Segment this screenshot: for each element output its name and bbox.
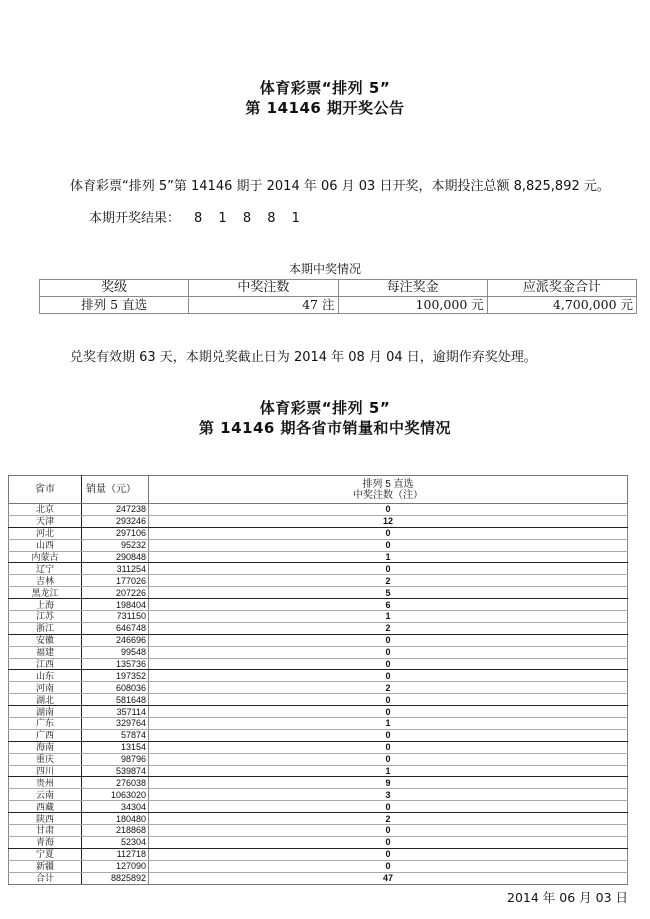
province-sales: 1063020 — [82, 789, 149, 801]
header-winner-count: 中奖注数 — [189, 280, 338, 297]
header-wins-line2: 中奖注数（注） — [353, 489, 423, 501]
province-wins: 0 — [149, 670, 628, 682]
province-row — [9, 836, 628, 848]
province-table-header-row — [9, 476, 628, 504]
province-name: 青海 — [9, 836, 82, 848]
province-row — [9, 729, 628, 741]
province-wins: 0 — [149, 753, 628, 765]
province-row — [9, 741, 628, 753]
province-row — [9, 587, 628, 599]
province-sales: 99548 — [82, 646, 149, 658]
province-wins: 0 — [149, 504, 628, 516]
province-wins: 0 — [149, 527, 628, 539]
header-prize-per-bet: 每注奖金 — [338, 280, 487, 297]
province-name: 福建 — [9, 646, 82, 658]
province-sales: 177026 — [82, 575, 149, 587]
prize-level: 排列 5 直选 — [40, 297, 189, 314]
province-row — [9, 706, 628, 718]
header-province: 省市 — [9, 476, 82, 504]
draw-result-label: 本期开奖结果： — [89, 211, 181, 226]
province-row — [9, 599, 628, 611]
province-wins: 12 — [149, 515, 628, 527]
province-row — [9, 765, 628, 777]
province-sales: 297106 — [82, 527, 149, 539]
province-sales: 13154 — [82, 741, 149, 753]
province-wins: 0 — [149, 848, 628, 860]
province-wins: 0 — [149, 694, 628, 706]
province-name: 广东 — [9, 718, 82, 730]
province-name: 西藏 — [9, 801, 82, 813]
header-prize-total: 应派奖金合计 — [487, 280, 636, 297]
province-sales-table — [8, 475, 628, 885]
province-row — [9, 813, 628, 825]
province-wins: 0 — [149, 646, 628, 658]
province-name: 新疆 — [9, 860, 82, 872]
draw-result — [89, 211, 306, 227]
announcement-subtitle: 第 14146 期开奖公告 — [245, 99, 405, 117]
province-table-body — [9, 504, 628, 885]
province-section-subtitle: 第 14146 期各省市销量和中奖情况 — [198, 419, 452, 437]
draw-summary-text: 体育彩票“排列 5”第 14146 期于 2014 年 06 月 03 日开奖，本期投注总额 8,825,892 元。 — [70, 179, 610, 194]
prize-table-header-row — [40, 280, 637, 297]
province-name: 海南 — [9, 741, 82, 753]
province-sales: 34304 — [82, 801, 149, 813]
province-sales: 127090 — [82, 860, 149, 872]
province-sales: 247238 — [82, 504, 149, 516]
announcement-title: 体育彩票“排列 5” — [259, 79, 391, 97]
province-wins: 0 — [149, 825, 628, 837]
province-row — [9, 539, 628, 551]
province-wins: 6 — [149, 599, 628, 611]
province-sales: 608036 — [82, 682, 149, 694]
province-sales: 293246 — [82, 515, 149, 527]
province-name: 上海 — [9, 599, 82, 611]
province-sales: 95232 — [82, 539, 149, 551]
prize-total: 4,700,000 元 — [487, 297, 636, 314]
province-name: 贵州 — [9, 777, 82, 789]
province-name: 黑龙江 — [9, 587, 82, 599]
province-name: 辽宁 — [9, 563, 82, 575]
province-wins: 5 — [149, 587, 628, 599]
province-wins: 2 — [149, 575, 628, 587]
province-wins: 9 — [149, 777, 628, 789]
header-sales: 销量（元） — [82, 476, 149, 504]
prize-per-bet: 100,000 元 — [338, 297, 487, 314]
province-wins: 2 — [149, 682, 628, 694]
province-name: 河北 — [9, 527, 82, 539]
province-sales: 197352 — [82, 670, 149, 682]
province-wins: 47 — [149, 872, 628, 884]
province-row — [9, 682, 628, 694]
province-sales: 112718 — [82, 848, 149, 860]
province-row — [9, 801, 628, 813]
province-row — [9, 825, 628, 837]
province-name: 吉林 — [9, 575, 82, 587]
province-name: 云南 — [9, 789, 82, 801]
validity-notice: 兑奖有效期 63 天，本期兑奖截止日为 2014 年 08 月 04 日，逾期作弃奖处理。 — [70, 350, 537, 365]
province-sales: 180480 — [82, 813, 149, 825]
province-row — [9, 777, 628, 789]
province-sales: 290848 — [82, 551, 149, 563]
header-wins — [149, 476, 628, 504]
province-name: 北京 — [9, 504, 82, 516]
province-row — [9, 646, 628, 658]
province-sales: 218868 — [82, 825, 149, 837]
province-row — [9, 789, 628, 801]
province-row — [9, 575, 628, 587]
province-name: 山东 — [9, 670, 82, 682]
province-name: 天津 — [9, 515, 82, 527]
province-sales: 646748 — [82, 622, 149, 634]
province-sales: 276038 — [82, 777, 149, 789]
province-name: 山西 — [9, 539, 82, 551]
province-wins: 0 — [149, 741, 628, 753]
province-name: 湖北 — [9, 694, 82, 706]
province-wins: 1 — [149, 718, 628, 730]
province-sales: 357114 — [82, 706, 149, 718]
province-sales: 57874 — [82, 729, 149, 741]
province-row — [9, 753, 628, 765]
province-wins: 0 — [149, 836, 628, 848]
province-row — [9, 860, 628, 872]
province-wins: 1 — [149, 765, 628, 777]
province-wins: 1 — [149, 611, 628, 623]
province-sales: 98796 — [82, 753, 149, 765]
prize-table-row — [40, 297, 637, 314]
province-name: 宁夏 — [9, 848, 82, 860]
province-wins: 0 — [149, 860, 628, 872]
draw-result-digits: 8 1 8 8 1 — [194, 211, 306, 226]
winner-count: 47 注 — [189, 297, 338, 314]
province-row — [9, 658, 628, 670]
province-name: 广西 — [9, 729, 82, 741]
province-name: 江苏 — [9, 611, 82, 623]
prize-table — [39, 279, 637, 314]
province-sales: 311254 — [82, 563, 149, 575]
province-row — [9, 718, 628, 730]
province-row — [9, 563, 628, 575]
province-wins: 0 — [149, 801, 628, 813]
province-wins: 2 — [149, 813, 628, 825]
province-name: 甘肃 — [9, 825, 82, 837]
province-row — [9, 848, 628, 860]
province-name: 江西 — [9, 658, 82, 670]
province-wins: 0 — [149, 729, 628, 741]
province-row — [9, 670, 628, 682]
province-row — [9, 622, 628, 634]
province-sales: 135736 — [82, 658, 149, 670]
province-row — [9, 694, 628, 706]
province-sales: 731150 — [82, 611, 149, 623]
province-sales: 8825892 — [82, 872, 149, 884]
province-wins: 0 — [149, 658, 628, 670]
province-sales: 207226 — [82, 587, 149, 599]
province-row — [9, 504, 628, 516]
province-name: 河南 — [9, 682, 82, 694]
header-wins-line1: 排列 5 直选 — [362, 478, 414, 490]
province-row — [9, 551, 628, 563]
footer-date: 2014 年 06 月 03 日 — [507, 890, 628, 905]
province-wins: 0 — [149, 634, 628, 646]
province-sales: 539874 — [82, 765, 149, 777]
province-wins: 1 — [149, 551, 628, 563]
province-name: 四川 — [9, 765, 82, 777]
province-name: 重庆 — [9, 753, 82, 765]
province-name: 湖南 — [9, 706, 82, 718]
province-row — [9, 634, 628, 646]
province-name: 陕西 — [9, 813, 82, 825]
province-name: 安徽 — [9, 634, 82, 646]
province-name: 浙江 — [9, 622, 82, 634]
province-name: 内蒙古 — [9, 551, 82, 563]
province-total-row — [9, 872, 628, 884]
province-wins: 3 — [149, 789, 628, 801]
province-wins: 0 — [149, 539, 628, 551]
province-row — [9, 611, 628, 623]
province-section-title: 体育彩票“排列 5” — [259, 399, 391, 417]
header-prize-level: 奖级 — [40, 280, 189, 297]
province-sales: 246696 — [82, 634, 149, 646]
province-wins: 2 — [149, 622, 628, 634]
province-wins: 0 — [149, 706, 628, 718]
province-sales: 52304 — [82, 836, 149, 848]
province-sales: 198404 — [82, 599, 149, 611]
prize-table-caption: 本期中奖情况 — [288, 262, 361, 276]
province-name: 合计 — [9, 872, 82, 884]
province-row — [9, 527, 628, 539]
province-row — [9, 515, 628, 527]
province-sales: 581648 — [82, 694, 149, 706]
province-wins: 0 — [149, 563, 628, 575]
province-sales: 329764 — [82, 718, 149, 730]
